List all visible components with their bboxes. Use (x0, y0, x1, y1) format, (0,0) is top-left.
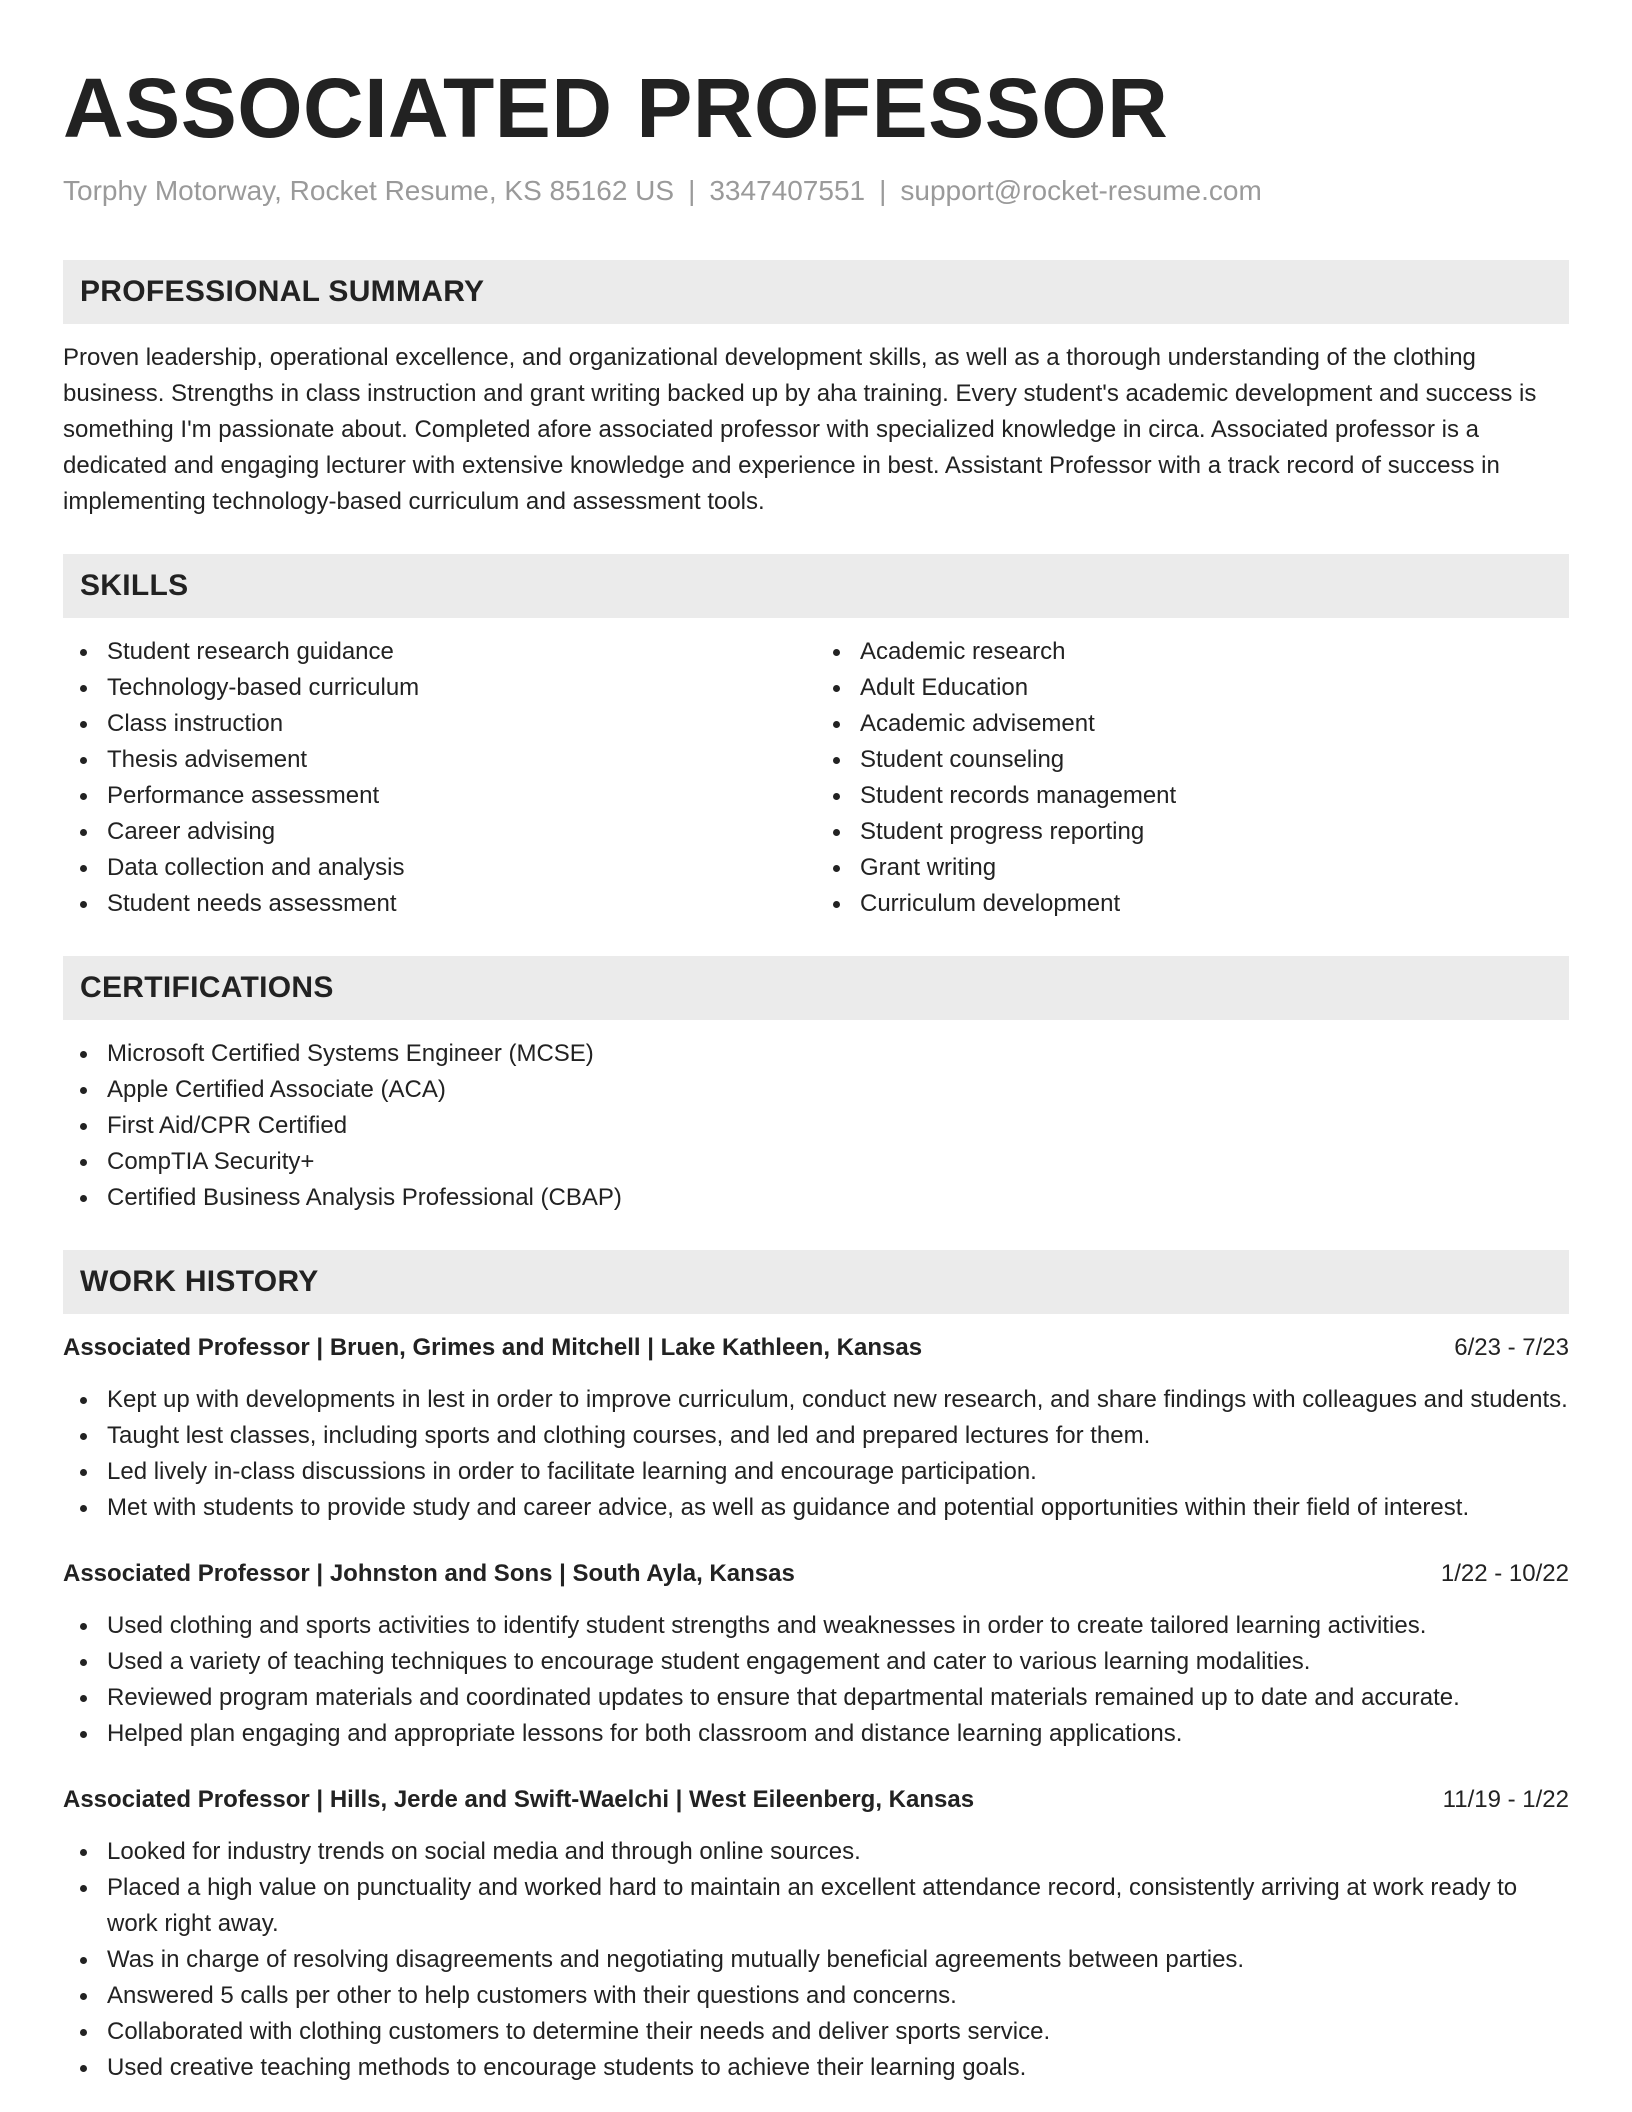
job-title: Associated Professor | Hills, Jerde and Swift-Waelchi | West Eileenberg, Kansas (63, 1785, 975, 1813)
skill-item: Thesis advisement (63, 742, 816, 778)
job-bullet: Reviewed program materials and coordinated updates to ensure that departmental materials remained up to date and accurate. (63, 1680, 1569, 1716)
job-header (63, 1330, 1569, 1366)
certification-item: Certified Business Analysis Professional (CBAP) (63, 1180, 1569, 1216)
job-bullet: Helped plan engaging and appropriate lessons for both classroom and distance learning applications. (63, 1716, 1569, 1752)
skill-item: Student records management (816, 778, 1569, 814)
contact-separator: | (879, 175, 887, 206)
job-bullet: Met with students to provide study and career advice, as well as guidance and potential opportunities within their field of interest. (63, 1490, 1569, 1526)
contact-address: Torphy Motorway, Rocket Resume, KS 85162 US (63, 175, 675, 206)
skill-item: Academic research (816, 634, 1569, 670)
skill-item: Adult Education (816, 670, 1569, 706)
job-bullet: Used a variety of teaching techniques to encourage student engagement and cater to various learning modalities. (63, 1644, 1569, 1680)
job-bullet: Kept up with developments in lest in order to improve curriculum, conduct new research, and share findings with colleagues and students. (63, 1382, 1569, 1418)
skill-item: Academic advisement (816, 706, 1569, 742)
section-header-certifications: CERTIFICATIONS (63, 956, 1569, 1020)
certification-item: Microsoft Certified Systems Engineer (MCSE) (63, 1036, 1569, 1072)
contact-email: support@rocket-resume.com (900, 175, 1262, 206)
skill-item: Career advising (63, 814, 816, 850)
job-bullet: Taught lest classes, including sports and clothing courses, and led and prepared lectures for them. (63, 1418, 1569, 1454)
section-header-skills: SKILLS (63, 554, 1569, 618)
job-bullet: Was in charge of resolving disagreements and negotiating mutually beneficial agreements between parties. (63, 1942, 1569, 1978)
job-bullet: Used creative teaching methods to encourage students to achieve their learning goals. (63, 2050, 1569, 2086)
job-dates: 11/19 - 1/22 (1442, 1785, 1569, 1813)
skill-item: Grant writing (816, 850, 1569, 886)
contact-phone: 3347407551 (709, 175, 866, 206)
skills-columns (63, 634, 1569, 922)
skill-item: Student progress reporting (816, 814, 1569, 850)
contact-line (63, 174, 1569, 208)
section-header-summary: PROFESSIONAL SUMMARY (63, 260, 1569, 324)
skills-list-right (816, 634, 1569, 922)
job-bullet: Looked for industry trends on social media and through online sources. (63, 1834, 1569, 1870)
skill-item: Data collection and analysis (63, 850, 816, 886)
summary-text: Proven leadership, operational excellence, and organizational development skills, as well as a thorough understanding of the clothing business. Strengths in class instruction and grant writing backed up by aha training. Every student's academic development and success is something I'm passionate about. Completed afore associated professor with specialized knowledge in circa. Associated professor is a dedicated and engaging lecturer with extensive knowledge and experience in best. Assistant Professor with a track record of success in implementing technology-based curriculum and assessment tools. (63, 343, 1537, 515)
job-dates: 6/23 - 7/23 (1454, 1333, 1569, 1361)
skill-item: Curriculum development (816, 886, 1569, 922)
job-bullet: Collaborated with clothing customers to determine their needs and deliver sports service. (63, 2014, 1569, 2050)
job-bullets (63, 1834, 1569, 2086)
skills-list-left (63, 634, 816, 922)
job-bullet: Led lively in-class discussions in order to facilitate learning and encourage participation. (63, 1454, 1569, 1490)
job-bullet: Answered 5 calls per other to help customers with their questions and concerns. (63, 1978, 1569, 2014)
job-entry (63, 1330, 1569, 1526)
job-title: Associated Professor | Bruen, Grimes and Mitchell | Lake Kathleen, Kansas (63, 1333, 923, 1361)
skill-item: Student research guidance (63, 634, 816, 670)
job-bullet: Placed a high value on punctuality and worked hard to maintain an excellent attendance record, consistently arriving at work ready to work right away. (63, 1870, 1569, 1942)
job-bullet: Used clothing and sports activities to identify student strengths and weaknesses in order to create tailored learning activities. (63, 1608, 1569, 1644)
skill-item: Technology-based curriculum (63, 670, 816, 706)
resume-name: ASSOCIATED PROFESSOR (63, 61, 1169, 155)
skill-item: Student needs assessment (63, 886, 816, 922)
job-header (63, 1556, 1569, 1592)
job-bullets (63, 1608, 1569, 1752)
job-entry (63, 1782, 1569, 2086)
job-dates: 1/22 - 10/22 (1440, 1559, 1569, 1587)
certification-item: Apple Certified Associate (ACA) (63, 1072, 1569, 1108)
certification-item: First Aid/CPR Certified (63, 1108, 1569, 1144)
job-title: Associated Professor | Johnston and Sons | South Ayla, Kansas (63, 1559, 795, 1587)
skill-item: Performance assessment (63, 778, 816, 814)
job-entry (63, 1556, 1569, 1752)
skill-item: Class instruction (63, 706, 816, 742)
job-bullets (63, 1382, 1569, 1526)
contact-separator: | (688, 175, 696, 206)
certifications-list (63, 1036, 1569, 1216)
section-header-work-history: WORK HISTORY (63, 1250, 1569, 1314)
certification-item: CompTIA Security+ (63, 1144, 1569, 1180)
job-header (63, 1782, 1569, 1818)
skill-item: Student counseling (816, 742, 1569, 778)
